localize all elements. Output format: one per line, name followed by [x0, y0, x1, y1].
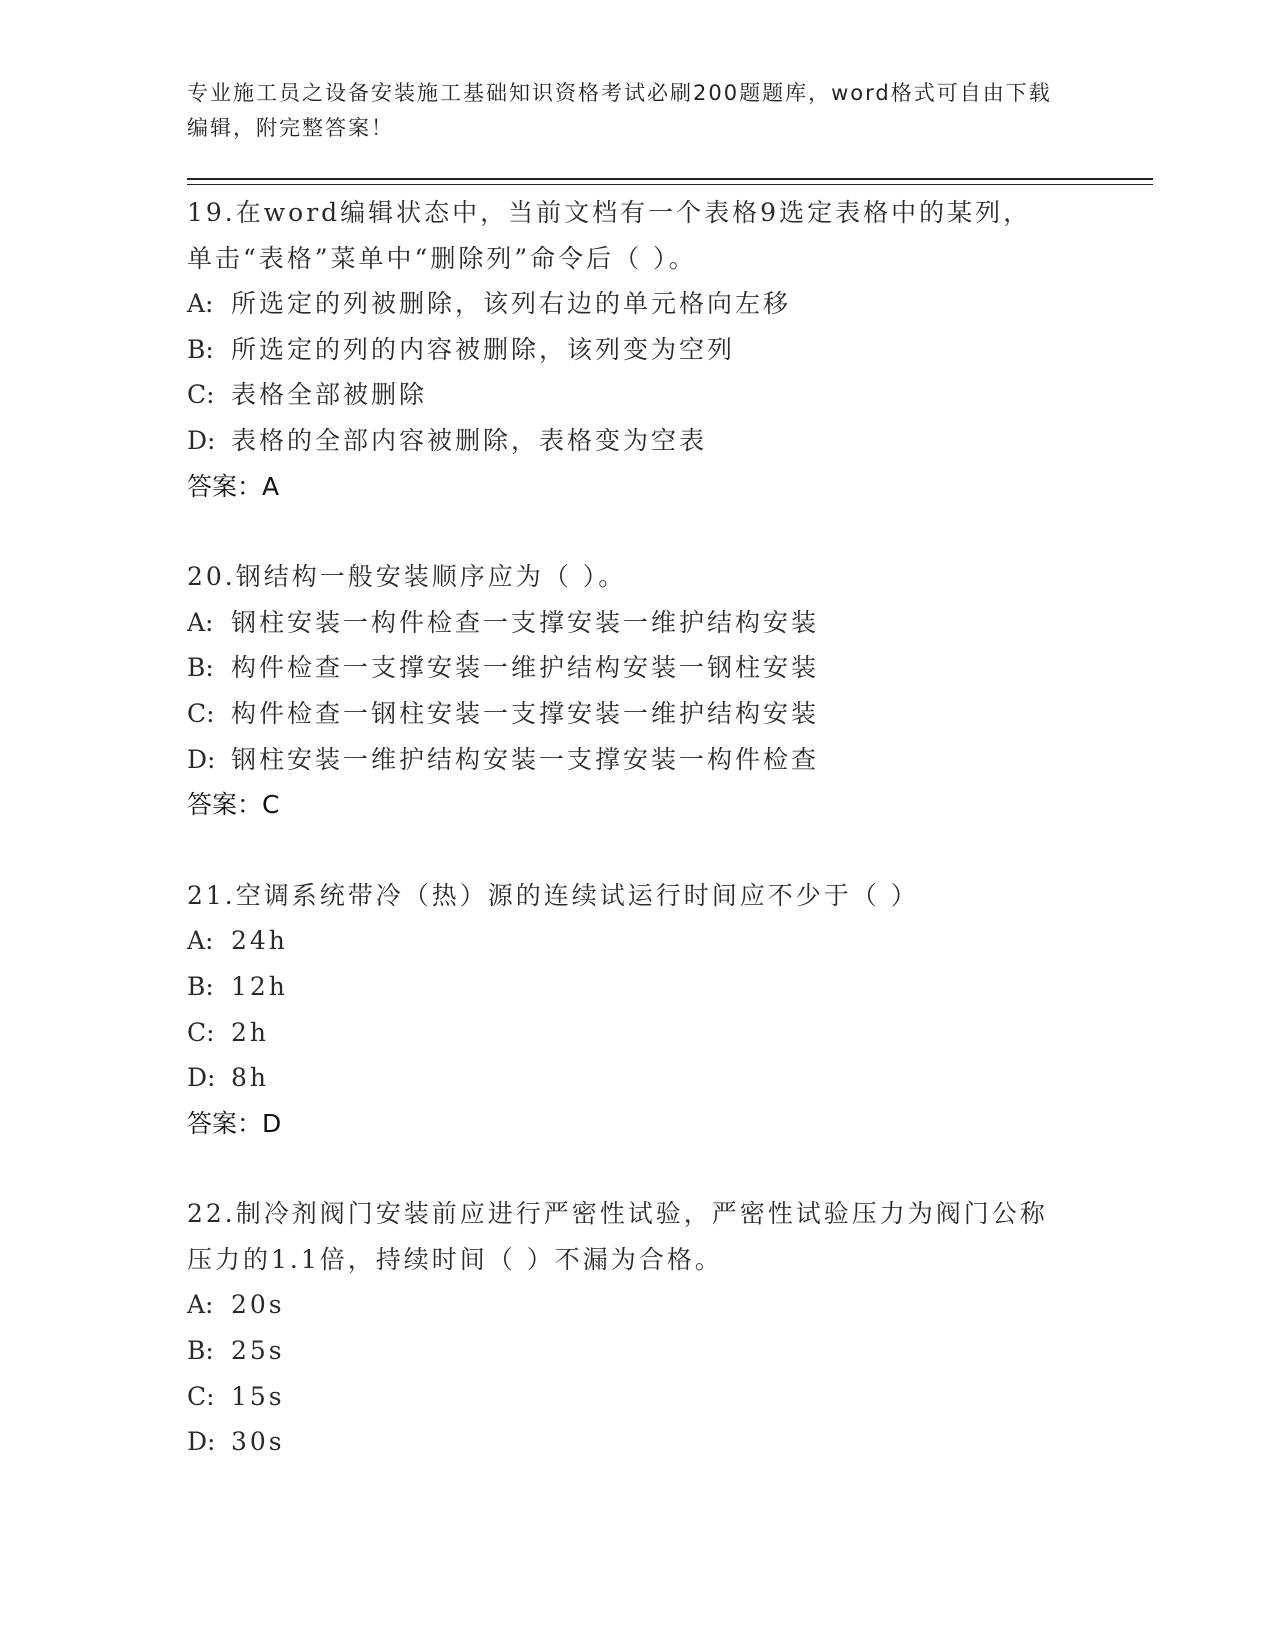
option-c	[187, 691, 1087, 737]
question-22	[187, 1191, 1087, 1465]
option-a	[187, 1282, 1087, 1328]
option-d	[187, 1055, 1087, 1101]
option-c	[187, 1374, 1087, 1420]
option-text: 钢柱安装一维护结构安装一支撑安装一构件检查	[231, 744, 820, 774]
option-d	[187, 1419, 1087, 1465]
option-letter: B:	[187, 971, 214, 1001]
option-d	[187, 418, 1087, 464]
answer-label: 答案：D	[187, 1108, 282, 1138]
option-b	[187, 327, 1087, 373]
question-list	[187, 190, 1087, 1510]
option-text: 2h	[231, 1017, 270, 1047]
question-stem-line: 19.在word编辑状态中，当前文档有一个表格9选定表格中的某列，	[187, 198, 1032, 227]
option-text: 钢柱安装一构件检查一支撑安装一维护结构安装	[231, 607, 820, 637]
option-c	[187, 372, 1087, 418]
option-letter: A:	[187, 1290, 214, 1320]
question-stem-line: 压力的1.1倍，持续时间（ ）不漏为合格。	[187, 1244, 723, 1274]
option-letter: B:	[187, 334, 214, 364]
option-text: 所选定的列被删除，该列右边的单元格向左移	[231, 289, 792, 319]
question-stem-line: 21.空调系统带冷（热）源的连续试运行时间应不少于（ ）	[187, 880, 919, 910]
option-text: 12h	[231, 971, 288, 1001]
option-text: 表格的全部内容被删除，表格变为空表	[231, 425, 708, 455]
option-text: 表格全部被删除	[231, 380, 428, 410]
option-text: 构件检查一钢柱安装一支撑安装一维护结构安装	[231, 698, 820, 728]
option-letter: A:	[187, 607, 214, 637]
option-b	[187, 645, 1087, 691]
header-divider-thin	[187, 184, 1153, 185]
option-b	[187, 964, 1087, 1010]
option-letter: C:	[187, 380, 215, 410]
option-letter: D:	[187, 1427, 216, 1457]
option-letter: D:	[187, 1063, 216, 1093]
option-letter: B:	[187, 1336, 214, 1366]
option-text: 20s	[231, 1290, 285, 1320]
option-letter: C:	[187, 698, 215, 728]
answer-label: 答案：A	[187, 471, 280, 501]
option-letter: C:	[187, 1017, 215, 1047]
option-letter: A:	[187, 926, 214, 956]
option-letter: D:	[187, 744, 216, 774]
option-text: 构件检查一支撑安装一维护结构安装一钢柱安装	[231, 653, 820, 683]
option-d	[187, 737, 1087, 783]
question-21	[187, 873, 1087, 1147]
option-a	[187, 600, 1087, 646]
option-c	[187, 1010, 1087, 1056]
option-letter: C:	[187, 1381, 215, 1411]
option-text: 8h	[231, 1063, 270, 1093]
question-20	[187, 554, 1087, 828]
answer-label: 答案：C	[187, 790, 280, 820]
option-text: 25s	[231, 1336, 285, 1366]
option-b	[187, 1328, 1087, 1374]
header-divider-thick	[187, 178, 1153, 180]
option-text: 24h	[231, 926, 288, 956]
option-text: 所选定的列的内容被删除，该列变为空列	[231, 334, 736, 364]
option-text: 30s	[231, 1427, 285, 1457]
question-19	[187, 190, 1087, 509]
question-stem-line: 20.钢结构一般安装顺序应为（ ）。	[187, 562, 627, 592]
document-header-intro: 专业施工员之设备安装施工基础知识资格考试必刷200题题库，word格式可自由下载编辑，附完整答案！	[187, 81, 1052, 140]
question-stem-line: 单击“表格”菜单中“删除列”命令后（ ）。	[187, 243, 697, 273]
option-a	[187, 918, 1087, 964]
question-stem-line: 22.制冷剂阀门安装前应进行严密性试验，严密性试验压力为阀门公称	[187, 1199, 1048, 1229]
option-a	[187, 281, 1087, 327]
option-letter: D:	[187, 425, 216, 455]
option-letter: A:	[187, 289, 214, 319]
option-letter: B:	[187, 653, 214, 683]
option-text: 15s	[231, 1381, 285, 1411]
